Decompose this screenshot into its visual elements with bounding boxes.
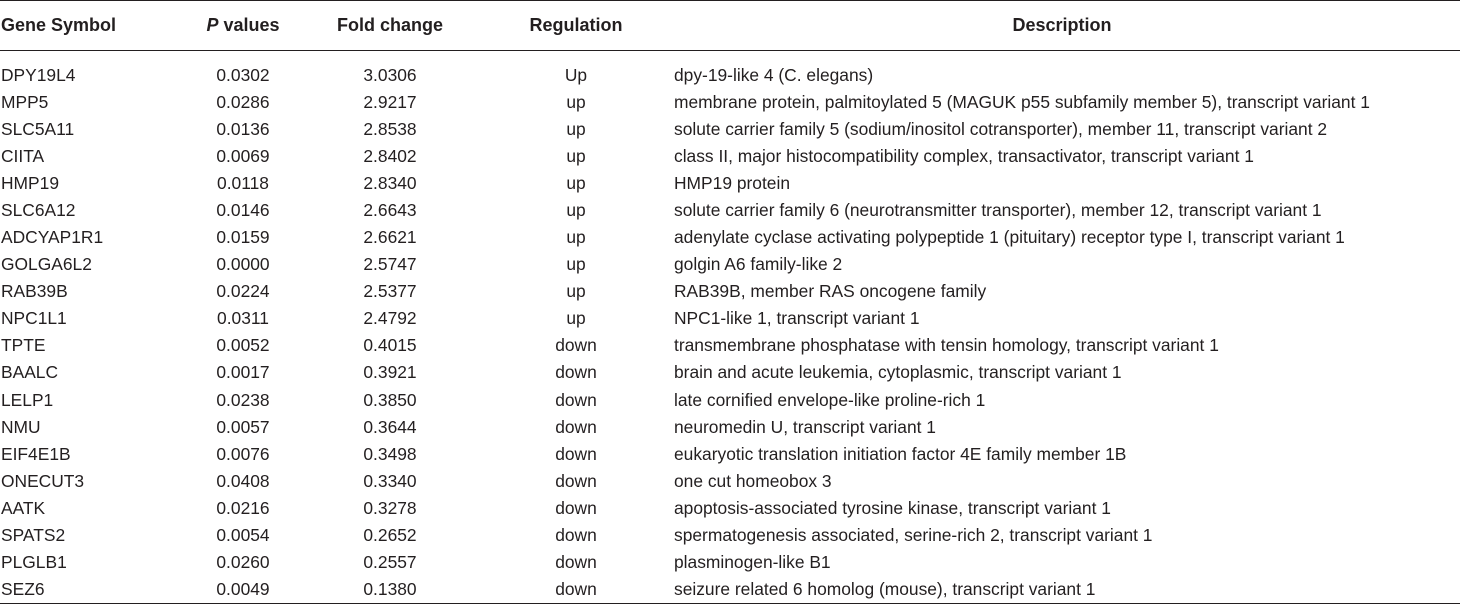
fold-change-cell: 2.8538	[363, 118, 417, 139]
gene-symbol-cell: DPY19L4	[1, 65, 76, 86]
fold-change-cell: 0.2652	[363, 525, 417, 546]
gene-symbol-cell: LELP1	[1, 389, 54, 410]
fold-change-cell: 2.5747	[363, 254, 417, 275]
regulation-cell: down	[555, 416, 597, 437]
regulation-cell: down	[488, 576, 664, 603]
header-gene-symbol: Gene Symbol	[0, 1, 170, 51]
table-row	[0, 89, 1460, 116]
regulation-cell: up	[566, 199, 586, 220]
p-value-cell: 0.0146	[216, 199, 270, 220]
gene-symbol-cell: SLC5A11	[1, 118, 75, 139]
description-cell: eukaryotic translation initiation factor 4E family member 1B	[674, 443, 1127, 464]
description-cell: late cornified envelope-like proline-rich 1	[674, 389, 986, 410]
regulation-cell: up	[566, 227, 586, 248]
p-value-cell: 0.0069	[216, 145, 270, 166]
fold-change-cell: 2.6643	[363, 199, 417, 220]
p-value-cell: 0.0311	[217, 308, 269, 329]
table-row	[0, 414, 1460, 441]
gene-symbol-cell: AATK	[1, 497, 46, 518]
p-value-cell: 0.0049	[170, 576, 292, 603]
gene-symbol-cell: ADCYAP1R1	[1, 227, 104, 248]
p-value-cell: 0.0076	[216, 443, 270, 464]
header-description: Description	[664, 1, 1460, 51]
table-row	[0, 387, 1460, 414]
p-value-cell: 0.0159	[216, 227, 270, 248]
fold-change-cell: 0.3921	[363, 362, 417, 383]
header-p-values	[170, 1, 292, 51]
table-row	[0, 143, 1460, 170]
description-cell: class II, major histocompatibility complex, transactivator, transcript variant 1	[674, 145, 1254, 166]
p-value-cell: 0.0136	[216, 118, 270, 139]
p-value-cell: 0.0224	[216, 281, 270, 302]
description-cell: apoptosis-associated tyrosine kinase, transcript variant 1	[674, 497, 1111, 518]
table-row	[0, 522, 1460, 549]
gene-symbol-cell: NMU	[1, 416, 41, 437]
gene-symbol-cell: SPATS2	[1, 525, 66, 546]
description-cell: solute carrier family 5 (sodium/inositol cotransporter), member 11, transcript variant 2	[674, 118, 1328, 139]
description-cell: brain and acute leukemia, cytoplasmic, transcript variant 1	[674, 362, 1122, 383]
p-value-cell: 0.0118	[217, 172, 269, 193]
regulation-cell: down	[555, 443, 597, 464]
fold-change-cell: 0.3340	[363, 470, 417, 491]
description-cell: RAB39B, member RAS oncogene family	[674, 281, 987, 302]
description-cell: solute carrier family 6 (neurotransmitter transporter), member 12, transcript variant 1	[674, 199, 1322, 220]
header-p-values-rest: values	[218, 15, 280, 35]
regulation-cell: down	[555, 497, 597, 518]
fold-change-cell: 0.3498	[363, 443, 417, 464]
table-row	[0, 278, 1460, 305]
gene-symbol-cell: GOLGA6L2	[1, 254, 92, 275]
regulation-cell: up	[566, 91, 586, 112]
description-cell: NPC1-like 1, transcript variant 1	[674, 308, 920, 329]
table-row	[0, 197, 1460, 224]
table-row	[0, 468, 1460, 495]
regulation-cell: up	[566, 308, 586, 329]
table-row	[0, 549, 1460, 576]
table-row	[0, 441, 1460, 468]
fold-change-cell: 0.2557	[363, 552, 417, 573]
header-row	[0, 1, 1460, 51]
gene-symbol-cell: HMP19	[1, 172, 59, 193]
description-cell: spermatogenesis associated, serine-rich 2, transcript variant 1	[674, 525, 1153, 546]
table-header	[0, 1, 1460, 51]
p-value-cell: 0.0054	[216, 525, 270, 546]
table-row	[0, 332, 1460, 359]
fold-change-cell: 3.0306	[363, 65, 417, 86]
gene-symbol-cell: EIF4E1B	[1, 443, 71, 464]
fold-change-cell: 2.8340	[363, 172, 417, 193]
table-row	[0, 224, 1460, 251]
gene-symbol-cell: ONECUT3	[1, 470, 85, 491]
description-cell: plasminogen-like B1	[674, 552, 831, 573]
table-row	[0, 495, 1460, 522]
gene-symbol-cell: TPTE	[1, 335, 46, 356]
p-value-cell: 0.0286	[216, 91, 270, 112]
description-cell: membrane protein, palmitoylated 5 (MAGUK p55 subfamily member 5), transcript variant 1	[674, 91, 1370, 112]
gene-symbol-cell: BAALC	[1, 362, 59, 383]
fold-change-cell: 0.3644	[363, 416, 417, 437]
p-value-cell: 0.0238	[216, 389, 270, 410]
regulation-cell: up	[566, 281, 586, 302]
fold-change-cell: 2.8402	[363, 145, 417, 166]
p-value-cell: 0.0052	[216, 335, 270, 356]
regulation-cell: down	[555, 525, 597, 546]
fold-change-cell: 2.4792	[363, 308, 417, 329]
regulation-cell: up	[566, 254, 586, 275]
p-value-cell: 0.0302	[216, 65, 270, 86]
gene-symbol-cell: MPP5	[1, 91, 49, 112]
table-row	[0, 51, 1460, 89]
fold-change-cell: 2.5377	[363, 281, 417, 302]
fold-change-cell: 0.3850	[363, 389, 417, 410]
regulation-cell: up	[566, 118, 586, 139]
table-row	[0, 251, 1460, 278]
description-cell: transmembrane phosphatase with tensin homology, transcript variant 1	[674, 335, 1219, 356]
header-fold-change: Fold change	[292, 1, 488, 51]
gene-symbol-cell: CIITA	[1, 145, 45, 166]
regulation-cell: down	[555, 389, 597, 410]
p-value-cell: 0.0057	[216, 416, 270, 437]
table-row	[0, 170, 1460, 197]
p-value-cell: 0.0260	[216, 552, 270, 573]
p-value-cell: 0.0017	[216, 362, 270, 383]
gene-symbol-cell: PLGLB1	[1, 552, 67, 573]
header-regulation: Regulation	[488, 1, 664, 51]
description-cell: seizure related 6 homolog (mouse), transcript variant 1	[664, 576, 1460, 603]
table-row	[0, 305, 1460, 332]
regulation-cell: down	[555, 362, 597, 383]
description-cell: neuromedin U, transcript variant 1	[674, 416, 936, 437]
p-value-cell: 0.0216	[216, 497, 270, 518]
regulation-cell: Up	[564, 65, 588, 86]
gene-symbol-cell: NPC1L1	[1, 308, 67, 329]
description-cell: HMP19 protein	[674, 172, 790, 193]
regulation-cell: down	[555, 552, 597, 573]
p-value-cell: 0.0408	[216, 470, 270, 491]
table-row	[0, 116, 1460, 143]
header-p-values-italic-p: P	[206, 15, 219, 35]
regulation-cell: up	[566, 145, 586, 166]
fold-change-cell: 0.4015	[363, 335, 417, 356]
table-row	[0, 359, 1460, 386]
regulation-cell: up	[566, 172, 586, 193]
description-cell: golgin A6 family-like 2	[674, 254, 843, 275]
gene-symbol-cell: SEZ6	[0, 576, 170, 603]
regulation-cell: down	[555, 335, 597, 356]
table-body	[0, 51, 1460, 604]
fold-change-cell: 0.1380	[292, 576, 488, 603]
fold-change-cell: 0.3278	[363, 497, 417, 518]
description-cell: adenylate cyclase activating polypeptide 1 (pituitary) receptor type I, transcript variant 1	[674, 227, 1345, 248]
description-cell: dpy-19-like 4 (C. elegans)	[674, 65, 874, 86]
gene-symbol-cell: SLC6A12	[1, 199, 76, 220]
description-cell: one cut homeobox 3	[674, 470, 832, 491]
fold-change-cell: 2.9217	[363, 91, 417, 112]
gene-symbol-cell: RAB39B	[1, 281, 68, 302]
regulation-cell: down	[555, 470, 597, 491]
table-row	[0, 576, 1460, 603]
p-value-cell: 0.0000	[216, 254, 270, 275]
fold-change-cell: 2.6621	[363, 227, 417, 248]
